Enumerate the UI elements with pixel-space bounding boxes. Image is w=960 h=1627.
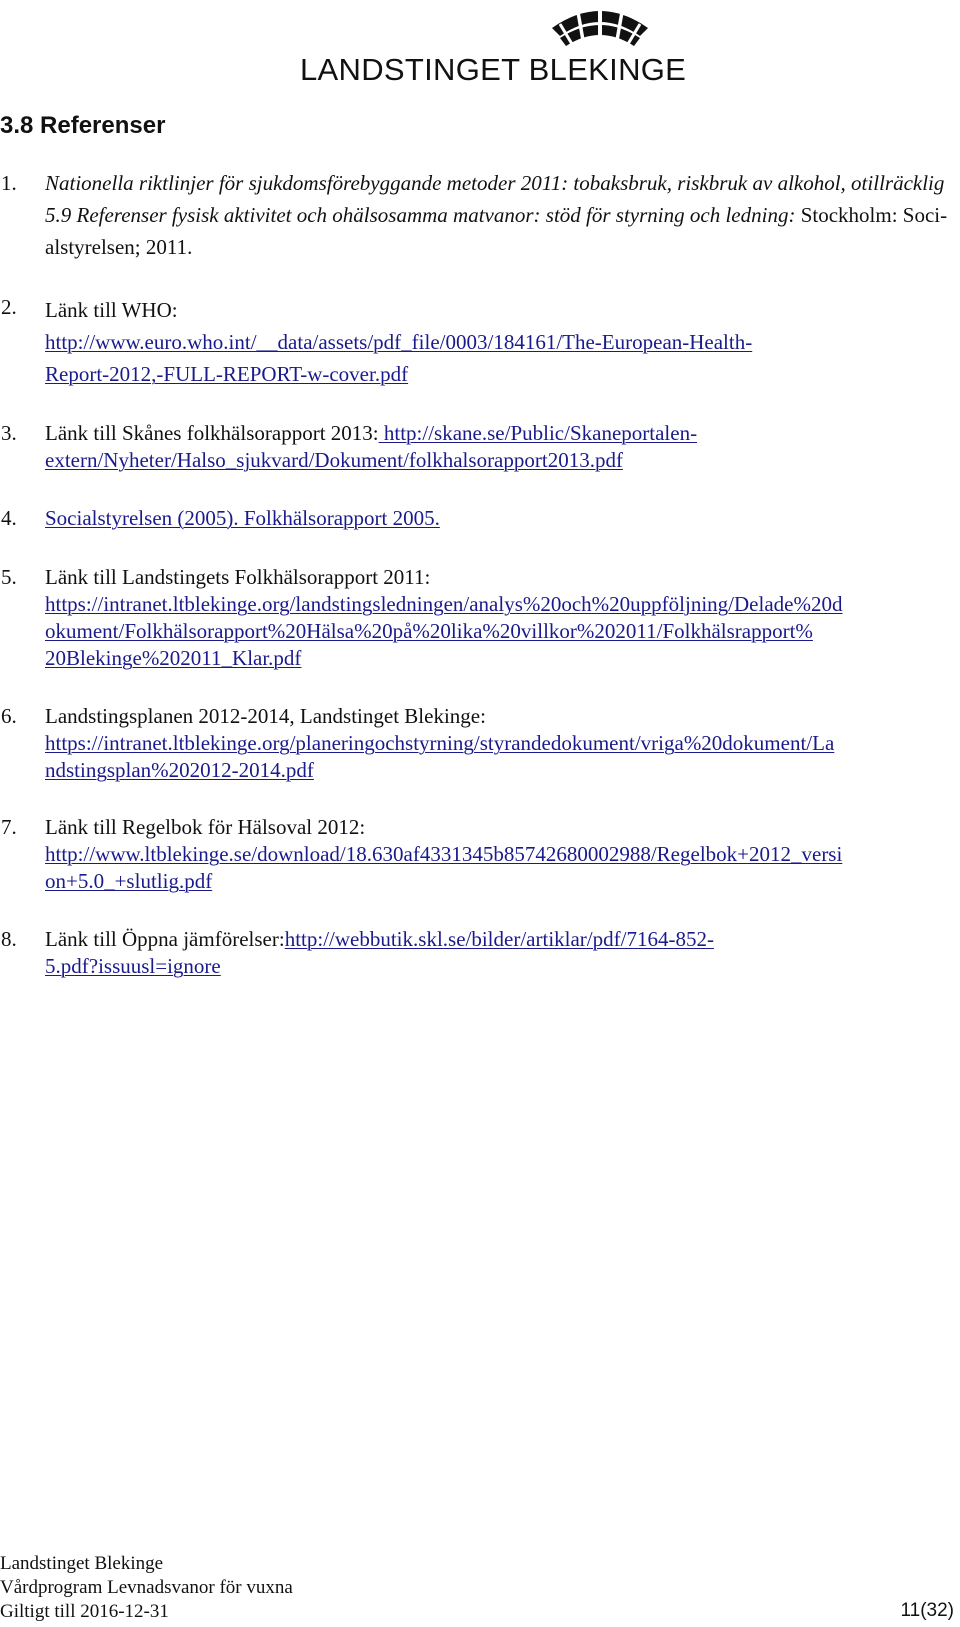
reference-label: Länk till WHO: — [45, 298, 178, 322]
skane-report-link[interactable]: http://skane.se/Public/Skaneportalen- — [378, 421, 698, 445]
landstingsplan-link[interactable]: https://intranet.ltblekinge.org/planeringochstyrning/styrandedokument/vriga%20dokument/La — [45, 731, 835, 755]
reference-number: 3. — [1, 421, 17, 445]
reference-number: 8. — [1, 927, 17, 951]
who-report-link[interactable]: Report-2012,-FULL-REPORT-w-cover.pdf — [45, 362, 409, 386]
reference-label: Länk till Landstingets Folkhälsorapport 2011: — [45, 565, 431, 589]
landsting-report-link[interactable]: https://intranet.ltblekinge.org/landstingsledningen/analys%20och%20uppföljning/Delade%20d — [45, 592, 843, 616]
reference-number: 5. — [1, 565, 17, 589]
regelbok-link[interactable]: on+5.0_+slutlig.pdf — [45, 869, 213, 893]
regelbok-link[interactable]: http://www.ltblekinge.se/download/18.630af4331345b85742680002988/Regelbok+2012_versi — [45, 842, 843, 866]
crown-arc-icon — [548, 2, 652, 50]
reference-number: 6. — [1, 704, 17, 728]
reference-number: 1. — [1, 171, 17, 195]
reference-text — [45, 926, 960, 980]
reference-text — [45, 703, 960, 784]
oppna-jamforelser-link[interactable]: http://webbutik.skl.se/bilder/artiklar/pdf/7164-852- — [284, 927, 714, 951]
reference-text-line: alstyrelsen; 2011. — [45, 235, 193, 259]
page-footer — [0, 1552, 960, 1624]
skane-report-link[interactable]: extern/Nyheter/Halso_sjukvard/Dokument/folkhalsorapport2013.pdf — [45, 448, 623, 472]
who-report-link[interactable]: http://www.euro.who.int/__data/assets/pdf_file/0003/184161/The-European-Health- — [45, 330, 753, 354]
reference-number: 2. — [1, 295, 17, 319]
reference-text — [45, 564, 960, 672]
socialstyrelsen-report-link[interactable]: Socialstyrelsen (2005). Folkhälsorapport 2005. — [45, 506, 440, 530]
reference-number: 7. — [1, 815, 17, 839]
reference-text-line: Länk till Skånes folkhälsorapport 2013: http://skane.se/Public/Skaneportalen- — [45, 421, 698, 445]
section-title: 3.8 Referenser — [0, 112, 166, 139]
reference-text — [45, 294, 960, 390]
landstingsplan-link[interactable]: ndstingsplan%202012-2014.pdf — [45, 758, 314, 782]
reference-label: Länk till Regelbok för Hälsoval 2012: — [45, 815, 366, 839]
reference-text-line: Nationella riktlinjer för sjukdomsförebyggande metoder 2011: tobaksbruk, riskbruk av alkohol, otillräcklig — [45, 171, 945, 195]
footer-organization: Landstinget Blekinge — [0, 1553, 164, 1574]
reference-text-line: 5.9 Referenser fysisk aktivitet och ohälsosamma matvanor: stöd för styrning och ledning: Stockholm: Soci- — [45, 203, 948, 227]
oppna-jamforelser-link[interactable]: 5.pdf?issuusl=ignore — [45, 954, 221, 978]
reference-text — [45, 505, 960, 532]
organization-logo — [300, 2, 687, 92]
logo-wordmark: LANDSTINGET BLEKINGE — [300, 52, 687, 87]
reference-text — [45, 420, 960, 474]
reference-text — [45, 167, 960, 263]
reference-text-line: Länk till Öppna jämförelser:http://webbutik.skl.se/bilder/artiklar/pdf/7164-852- — [45, 927, 714, 951]
reference-text — [45, 814, 960, 895]
reference-number: 4. — [1, 506, 17, 530]
footer-valid-until: Giltigt till 2016-12-31 — [0, 1601, 169, 1622]
page-number: 11(32) — [900, 1600, 954, 1621]
reference-label: Landstingsplanen 2012-2014, Landstinget Blekinge: — [45, 704, 486, 728]
landsting-report-link[interactable]: 20Blekinge%202011_Klar.pdf — [45, 646, 302, 670]
footer-document-title: Vårdprogram Levnadsvanor för vuxna — [0, 1577, 293, 1598]
landsting-report-link[interactable]: okument/Folkhälsorapport%20Hälsa%20på%20lika%20villkor%202011/Folkhälsrapport% — [45, 619, 813, 643]
